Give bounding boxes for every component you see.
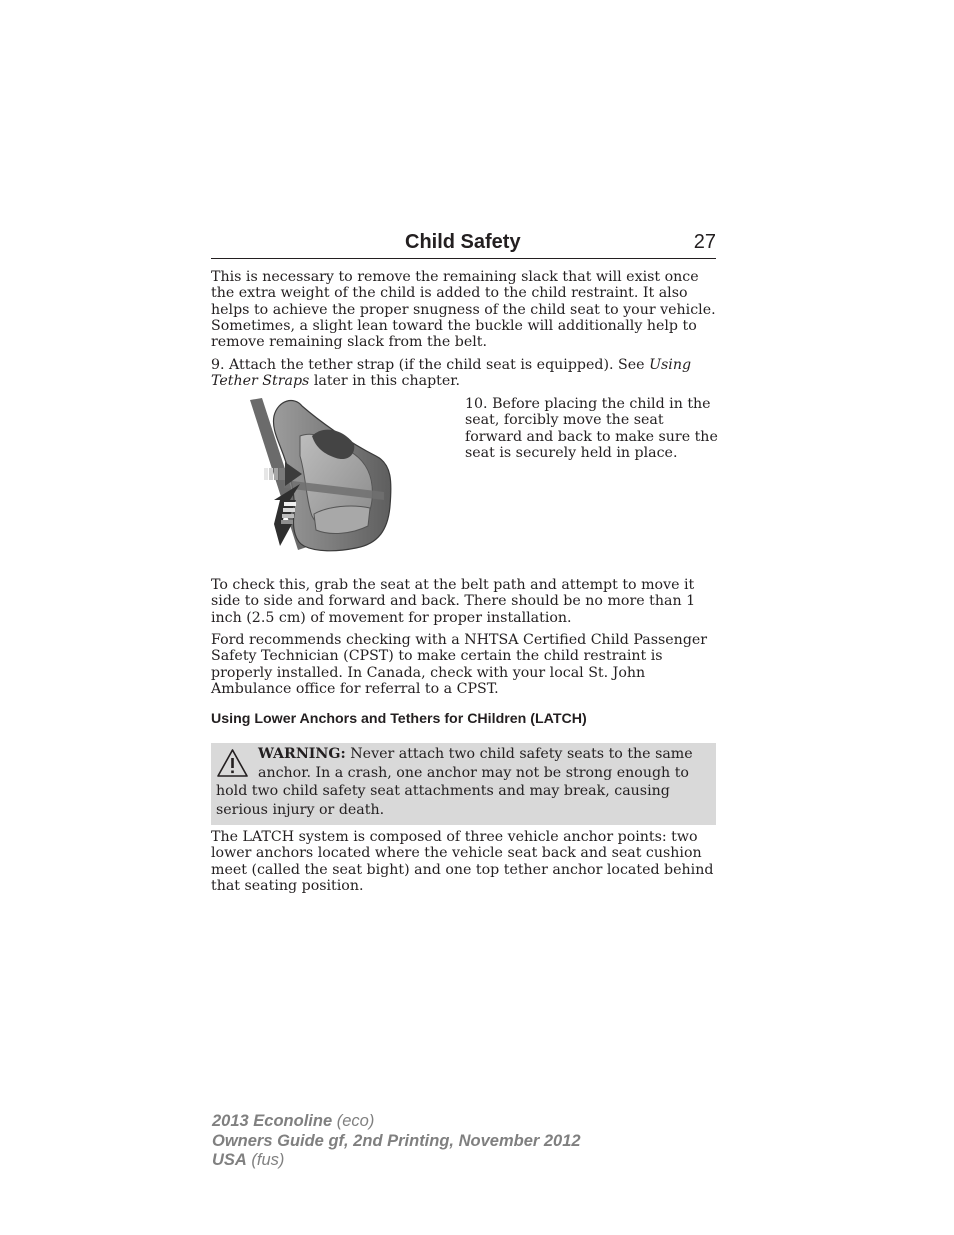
paragraph-slack: This is necessary to remove the remaining slack that will exist once the extra weight of the child is added to the child restraint. It also helps to achieve the proper snugness of the child seat to your vehicle. Sometimes, a slight lean toward the buckle will additionally help to remove remaining slack from the belt. (211, 269, 716, 351)
step-9-text: 9. Attach the tether strap (if the child seat is equipped). See (211, 357, 650, 373)
page-number: 27 (693, 231, 716, 253)
footer-line-2 (212, 1132, 581, 1152)
footer-region: USA (212, 1151, 247, 1169)
tether-straps-reference: Using Tether Straps (211, 357, 692, 390)
paragraph-check-movement: To check this, grab the seat at the belt path and attempt to move it side to side and forward and back. There should be no more than 1 inch (2.5 cm) of movement for proper installation. (211, 577, 696, 626)
footer-printing: Owners Guide gf, 2nd Printing, November 2012 (212, 1131, 581, 1150)
paragraph-step-10: 10. Before placing the child in the seat, forcibly move the seat forward and back to make sure the seat is securely held in place. (465, 396, 718, 461)
warning-text (216, 745, 712, 819)
paragraph-step-9 (211, 357, 721, 390)
page-header (211, 230, 716, 259)
latch-subheading: Using Lower Anchors and Tethers for CHildren (LATCH) (211, 711, 587, 727)
footer-region-code: (fus) (246, 1151, 285, 1169)
warning-message: Never attach two child safety seats to the same anchor. In a crash, one anchor may not be strong enough to hold two child safety seat attachments and may break, causing serious injury or death. (216, 746, 693, 818)
footer-model-code: (eco) (332, 1112, 375, 1130)
child-seat-movement-icon (244, 396, 396, 562)
step-9-text-end: later in this chapter. (309, 373, 461, 390)
footer-model: 2013 Econoline (212, 1112, 333, 1130)
section-title: Child Safety (405, 231, 521, 253)
footer-line-1 (212, 1112, 581, 1132)
paragraph-cpst: Ford recommends checking with a NHTSA Certified Child Passenger Safety Technician (CPST) to make certain the child restraint is properly installed. In Canada, check with your local St. John Ambulance office for referral to a CPST. (211, 632, 708, 697)
warning-box (211, 743, 716, 825)
page-footer (212, 1112, 581, 1171)
paragraph-latch-system: The LATCH system is composed of three vehicle anchor points: two lower anchors located where the vehicle seat back and seat cushion meet (called the seat bight) and one top tether anchor located behind that seating position. (211, 829, 714, 894)
footer-line-3 (212, 1151, 581, 1171)
warning-label: WARNING: (258, 746, 346, 762)
